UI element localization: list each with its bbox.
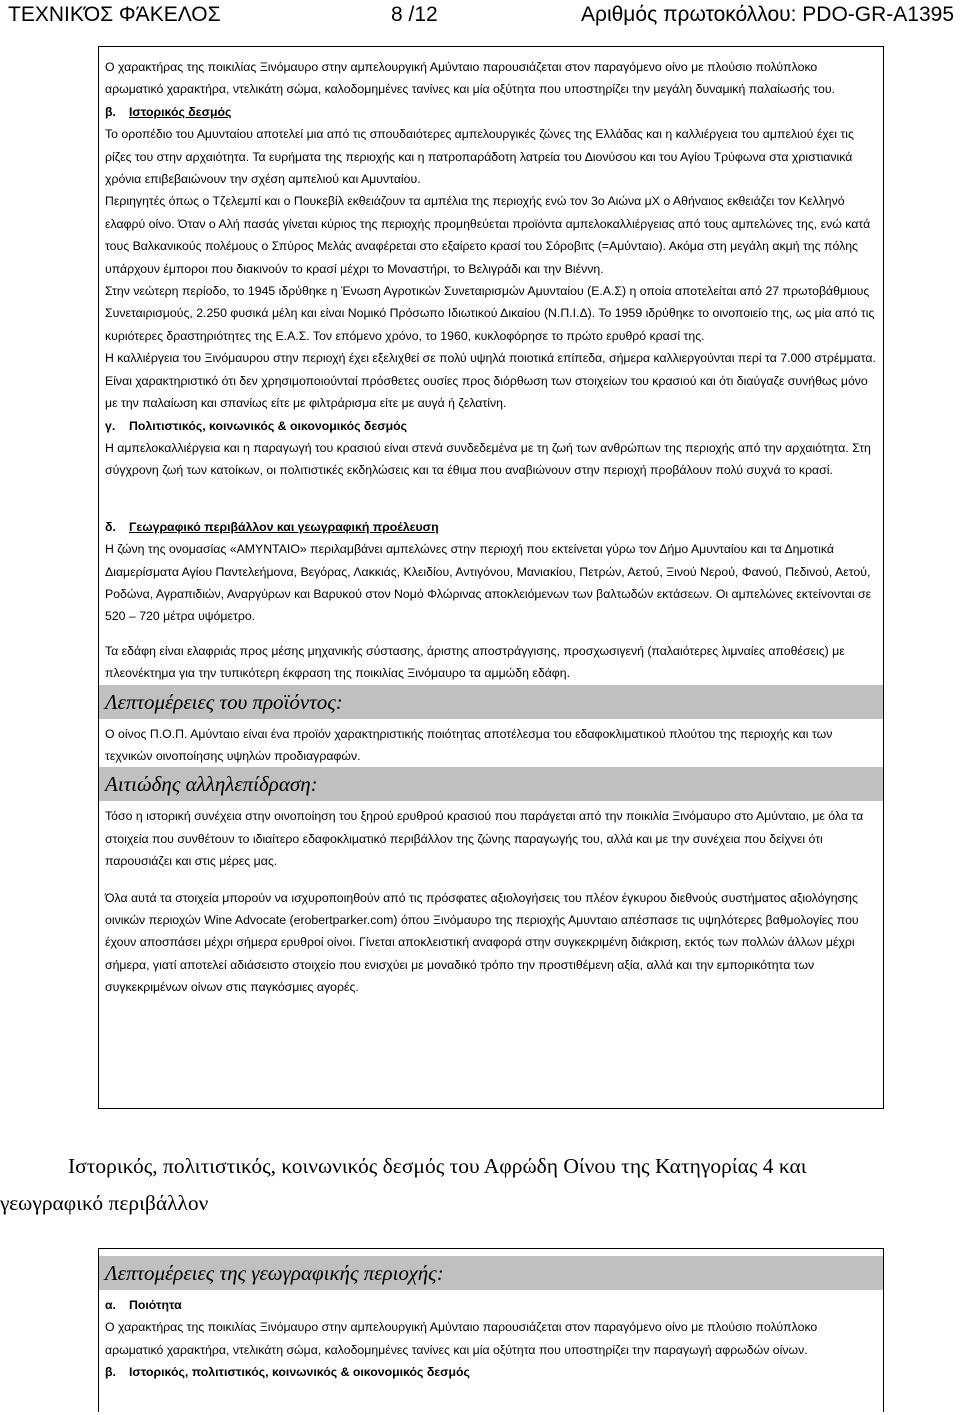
product-paragraph: Ο οίνος Π.Ο.Π. Αμύνταιο είναι ένα προϊόν χαρακτηριστικής ποιότητας αποτέλεσμα του εδαφοκλιματικού πλούτου της περιοχής και των τεχνικών οινοποίησης υψηλών προδιαγραφών.	[105, 726, 833, 763]
historical-paragraph-2: Περιηγητές όπως ο Τζελεμπί και ο Πουκεβίλ εκθειάζουν τα αμπέλια της περιοχής ενώ τον 3ο Αιώνα μΧ ο Αθήναιος εκθειάζει τον Κελληνό ελαφρύ οίνο. Όταν ο Αλή πασάς γίνεται κύριος της περιοχής προμηθεύεται προϊόντα αμπελοκαλλιέργειας από τους αμπελώνες της, ενώ κατά τους Βαλκανικούς πολέμους ο Σπύρος Μελάς αναφέρεται στο εξαίρετο κρασί του Σόροβιτς (=Αμύνταιο). Ακόμα στη μεγάλη ακμή της πόλης υπάρχουν έμποροι που διακινούν το κρασί μέχρι το Μοναστήρι, το Βελιγράδι και την Βιέννη.	[105, 194, 871, 276]
protocol-number: Αριθμός πρωτοκόλλου: PDO-GR-A1395	[581, 3, 954, 26]
section-title: Πολιτιστικός, κοινωνικός & οικονομικός δεσμός	[129, 418, 408, 433]
section-geographic-environment	[105, 516, 877, 538]
section-cultural-link	[105, 415, 877, 437]
section-title: Ποιότητα	[129, 1298, 182, 1312]
section-title: Ιστορικός δεσμός	[129, 104, 232, 119]
causal-interaction-band: Αιτιώδης αλληλεπίδραση:	[99, 767, 883, 801]
historical-paragraph-5: Είναι χαρακτηριστικό ότι δεν χρησιμοποιούνταί πρόσθετες ουσίες προς διόρθωση των στοιχείων του κρασιού και ότι διαύγαζε συνήθως μόνο με την παλαίωση και σπανίως είτε με φιλτράρισμα είτε με αυγά ή ζελατίνη.	[105, 373, 868, 411]
section-number: δ.	[105, 519, 116, 534]
heading-line-1: Ιστορικός, πολιτιστικός, κοινωνικός δεσμός του Αφρώδη Οίνου της Κατηγορίας 4 και	[68, 1154, 807, 1178]
historical-paragraph-4: Η καλλιέργεια του Ξινόμαυρου στην περιοχή έχει εξελιχθεί σε πολύ υψηλά ποιοτικά επίπεδα, σήμερα καλλιεργούνται περί τα 7.000 στρέμματα.	[105, 351, 876, 366]
page-number: 8 /12	[391, 3, 438, 26]
section-quality	[105, 1294, 877, 1316]
cultural-paragraph: Η αμπελοκαλλιέργεια και η παραγωγή του κρασιού είναι στενά συνδεδεμένα με τη ζωή των ανθρώπων της περιοχής από την αρχαιότητα. Στη σύγχρονη ζωή των κατοίκων, οι πολιτιστικές εκδηλώσεις και τα έθιμα που αναβιώνουν στην περιοχή προβάλουν πολύ συχνά το κρασί.	[105, 440, 871, 478]
sparkling-wine-box	[98, 1248, 884, 1412]
quality-paragraph: Ο χαρακτήρας της ποικιλίας Ξινόμαυρο στην αμπελουργική Αμύνταιο παρουσιάζεται στον παραγόμενο οίνο με πλούσιο πολύπλοκο αρωματικό χαρακτήρα, ντελικάτη σώμα, καλοδομημένες τανίνες και μία οξύτητα που υποστηρίζει την παραγωγή αφρωδών οίνων.	[105, 1320, 818, 1357]
historical-paragraph-1: Το οροπέδιο του Αμυνταίου αποτελεί μια από τις σπουδαιότερες αμπελουργικές ζώνες της Ελλάδας και η καλλιέργεια του αμπελιού έχει τις ρίζες του στην αρχαιότητα. Τα ευρήματα της περιοχής και η πατροπαράδοτη λατρεία του Διονύσου και του Αγίου Τρύφωνα στα χριστιανικά χρόνια επιβεβαιώνουν την σχέση αμπελιού και Αμυνταίου.	[105, 127, 854, 187]
section-heading	[0, 1148, 960, 1222]
section-title: Ιστορικός, πολιτιστικός, κοινωνικός & οικονομικός δεσμός	[129, 1365, 470, 1380]
document-type: ΤΕΧΝΙΚΌΣ ΦΆΚΕΛΟΣ	[8, 3, 221, 26]
section-title: Γεωγραφικό περιβάλλον και γεωγραφική προέλευση	[129, 519, 439, 534]
causal-paragraph-1: Τόσο η ιστορική συνέχεια στην οινοποίηση του ξηρού ερυθρού κρασιού που παράγεται από την ποικιλία Ξινόμαυρο στο Αμύνταιο, με όλα τα στοιχεία που συνθέτουν το ιδιαίτερο εδαφοκλιματικό περιβάλλον της ζώνης παραγωγής του, αλλά και με την συνέχεια που δείχνει ότι παρουσιάζει και στις μέρες μας.	[105, 809, 864, 869]
product-details-band: Λεπτομέρειες του προϊόντος:	[99, 685, 883, 719]
page-header	[0, 0, 960, 32]
geographic-paragraph-2: Τα εδάφη είναι ελαφριάς προς μέσης μηχανικής σύστασης, άριστης αποστράγγισης, προσχωσιγενή (παλαιότερες λιμναίες αποθέσεις) με πλεονέκτημα για την τυπικότερη έκφραση της ποικιλίας Ξινόμαυρο τα αμμώδη εδάφη.	[105, 643, 845, 681]
product-spec-box	[98, 46, 884, 1109]
heading-line-2: γεωγραφικό περιβάλλον	[0, 1191, 209, 1215]
causal-paragraph-2: Όλα αυτά τα στοιχεία μπορούν να ισχυροποιηθούν από τις πρόσφατες αξιολογήσεις του πλέον έγκυρου διεθνούς συστήματος αξιολόγησης οινικών περιοχών Wine Advocate (erobertparker.com) όπου Ξινόμαυρο της περιοχής Αμυνταιο απέσπασε τις υψηλότερες βαθμολογίες που έχουν αποσπάσει μέχρι σήμερα ερυθροί οίνοι. Γίνεται αποκλειστική αναφορά στην συγκεκριμένη διάκριση, εκτός των πολλών άλλων μέχρι σήμερα, γιατί αποτελεί αδιάσειστο στοιχείο που ενισχύει με μοναδικό τρόπο την προστιθέμενη αξία, αλλά και την εμπορικότητα των συγκεκριμένων οίνων στις παγκόσμιες αγορές.	[105, 890, 859, 995]
section-number: γ.	[105, 418, 116, 433]
section-historical-link	[105, 101, 877, 123]
section-number: α.	[105, 1298, 116, 1312]
section-historical-cultural-link	[105, 1361, 877, 1383]
section-number: β.	[105, 104, 116, 119]
geographic-details-band: Λεπτομέρειες της γεωγραφικής περιοχής:	[99, 1256, 883, 1290]
geographic-paragraph-1: Η ζώνη της ονομασίας «ΑΜΥΝΤΑΙΟ» περιλαμβάνει αμπελώνες στην περιοχή που εκτείνεται γύρω τον Δήμο Αμυνταίου και τα Δημοτικά Διαμερίσματα Αγίου Παντελεήμονα, Βεγόρας, Λακκιάς, Κλειδίου, Αντιγόνου, Μανιακίου, Πετρών, Αετού, Ξινού Νερού, Φανού, Πεδινού, Αετού, Ροδώνα, Αγραπιδιών, Αναργύρων και Βαρυκού στον Νομό Φλώρινας αποκλειόμενων των βαλτωδών εκτάσεων. Οι αμπελώνες εκτείνονται σε 520 – 720 μέτρα υψόμετρο.	[105, 542, 872, 624]
quality-paragraph: Ο χαρακτήρας της ποικιλίας Ξινόμαυρο στην αμπελουργική Αμύνταιο παρουσιάζεται στον παραγόμενο οίνο με πλούσιο πολύπλοκο αρωματικό χαρακτήρα, ντελικάτη σώμα, καλοδομημένες τανίνες και μία οξύτητα που υποστηρίζει την μεγάλη δυναμική παλαίωσής του.	[105, 60, 835, 97]
historical-paragraph-3: Στην νεώτερη περίοδο, το 1945 ιδρύθηκε η Ένωση Αγροτικών Συνεταιρισμών Αμυνταίου (Ε.Α.Σ) η οποία αποτελείται από 27 πρωτοβάθμιους Συνεταιρισμούς, 2.250 φυσικά μέλη και είναι Νομικό Πρόσωπο Ιδιωτικού Δικαίου (Ν.Π.Ι.Δ). Το 1959 ιδρύθηκε το οινοποιείο της, ως μία από τις κυριότερες δραστηριότητες της Ε.Α.Σ. Τον επόμενο χρόνο, το 1960, κυκλοφόρησε το πρώτο ερυθρό κρασί της.	[105, 284, 875, 343]
section-number: β.	[105, 1365, 116, 1380]
